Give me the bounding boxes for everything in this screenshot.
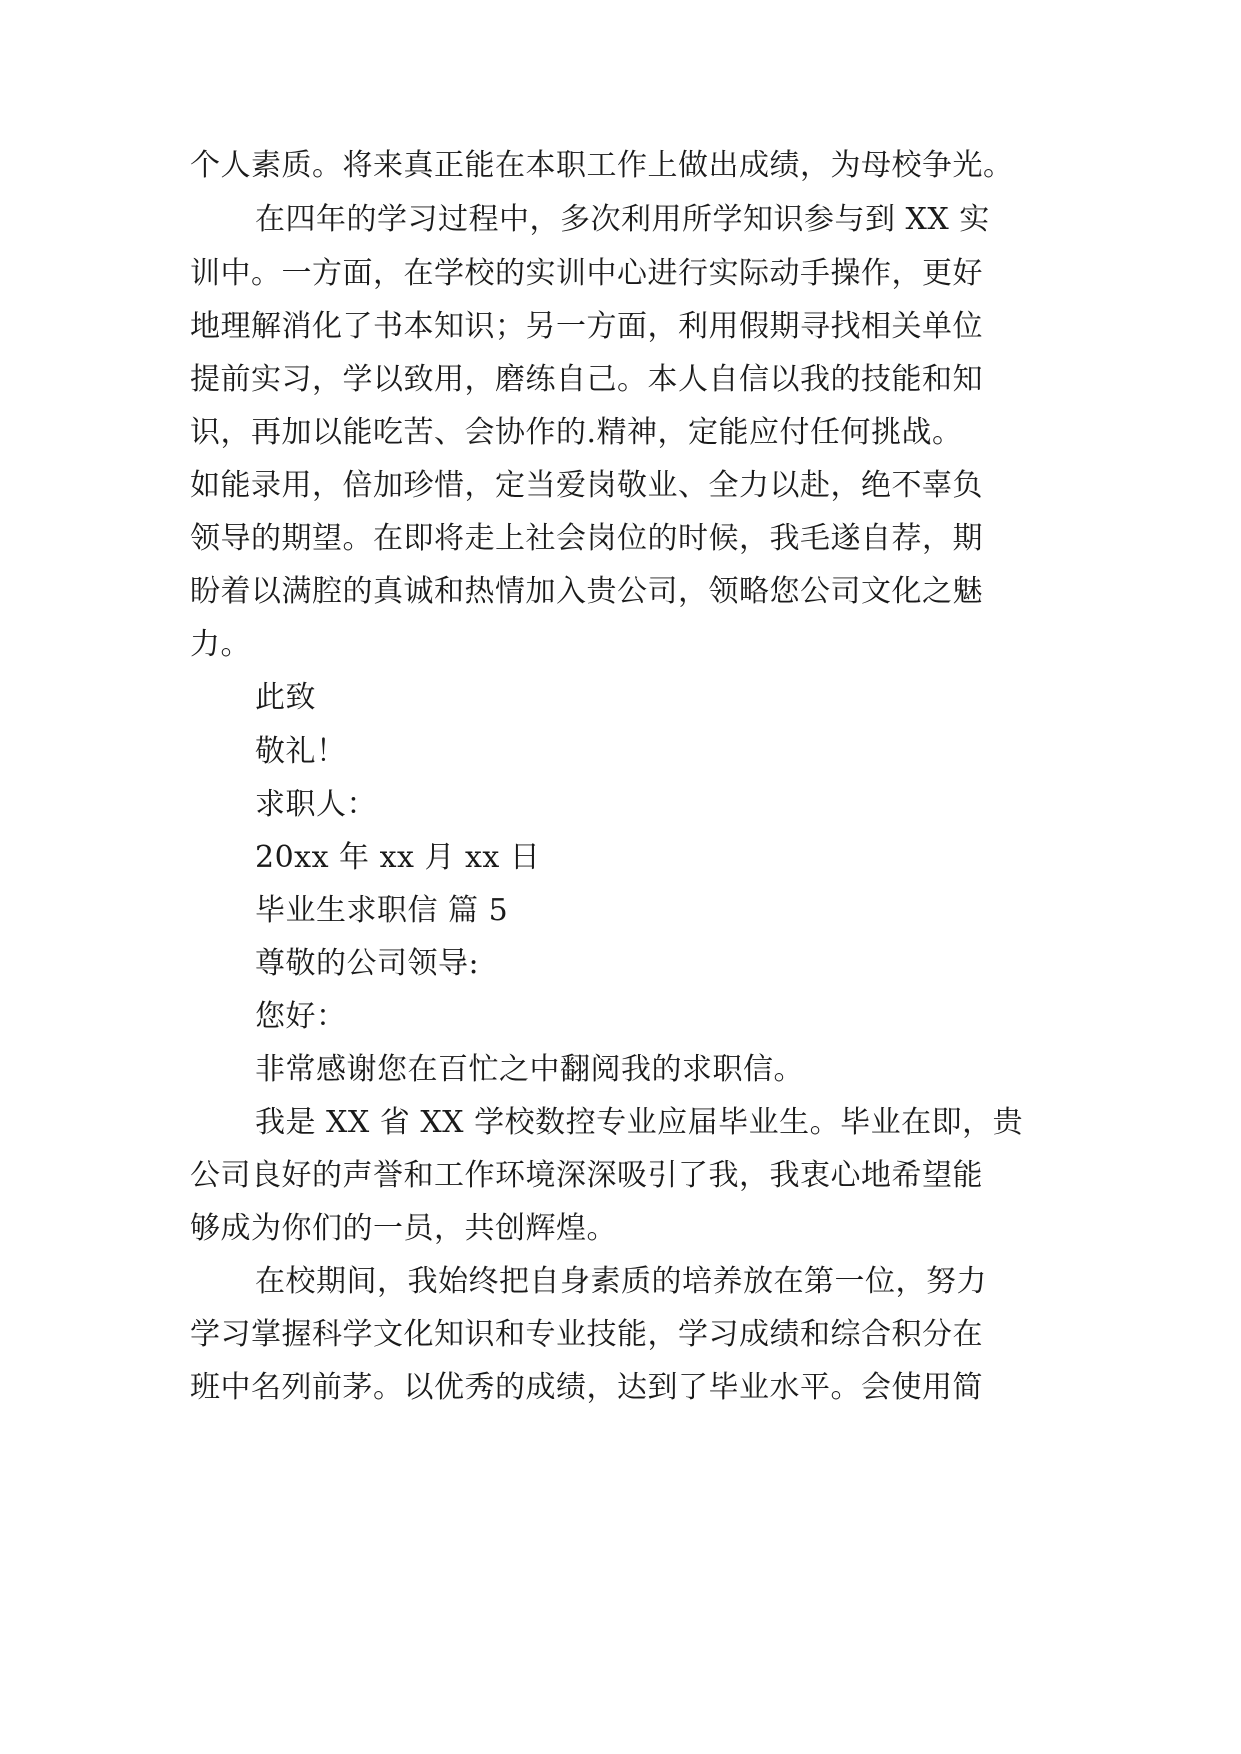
body-line: 识，再加以能吃苦、会协作的.精神，定能应付任何挑战。: [190, 415, 963, 450]
body-line: 班中名列前茅。以优秀的成绩，达到了毕业水平。会使用简: [190, 1370, 983, 1405]
closing-regards: 敬礼！: [255, 734, 347, 769]
body-line: 力。: [190, 627, 251, 662]
body-line: 如能录用，倍加珍惜，定当爱岗敬业、全力以赴，绝不辜负: [190, 468, 983, 503]
body-line: 地理解消化了书本知识；另一方面，利用假期寻找相关单位: [190, 309, 983, 344]
greeting-hello: 您好：: [255, 999, 347, 1034]
paragraph-first-line: 我是 XX 省 XX 学校数控专业应届毕业生。毕业在即，贵: [255, 1105, 1024, 1140]
paragraph-first-line: 在校期间，我始终把自身素质的培养放在第一位，努力: [255, 1264, 987, 1299]
body-line: 领导的期望。在即将走上社会岗位的时候，我毛遂自荐，期: [190, 521, 983, 556]
paragraph-first-line: 在四年的学习过程中，多次利用所学知识参与到 XX 实: [255, 202, 990, 237]
paragraph-first-line: 非常感谢您在百忙之中翻阅我的求职信。: [255, 1052, 804, 1087]
greeting-recipient: 尊敬的公司领导:: [255, 946, 480, 981]
body-line: 盼着以满腔的真诚和热情加入贵公司，领略您公司文化之魅: [190, 574, 983, 609]
body-line: 够成为你们的一员，共创辉煌。: [190, 1211, 617, 1246]
body-line: 训中。一方面，在学校的实训中心进行实际动手操作，更好: [190, 256, 983, 291]
body-line: 学习掌握科学文化知识和专业技能，学习成绩和综合积分在: [190, 1317, 983, 1352]
closing-salutation: 此致: [255, 680, 316, 715]
letter-date: 20xx 年 xx 月 xx 日: [255, 840, 541, 875]
section-title: 毕业生求职信 篇 5: [255, 893, 509, 928]
body-line: 个人素质。将来真正能在本职工作上做出成绩，为母校争光。: [190, 148, 1014, 183]
body-line: 提前实习，学以致用，磨练自己。本人自信以我的技能和知: [190, 362, 983, 397]
body-line: 公司良好的声誉和工作环境深深吸引了我，我衷心地希望能: [190, 1158, 983, 1193]
applicant-label: 求职人：: [255, 787, 377, 822]
